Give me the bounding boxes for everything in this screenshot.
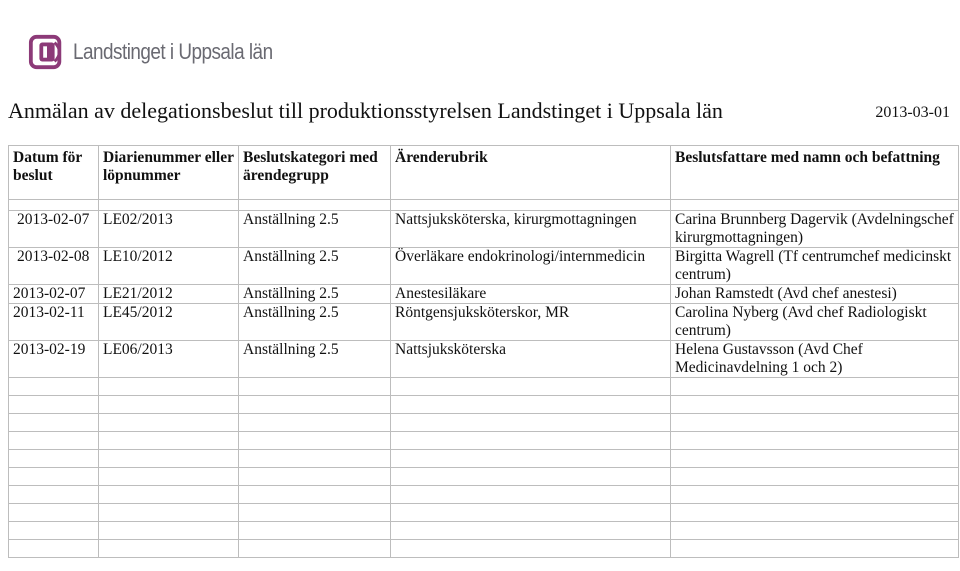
cell-date: 2013-02-08: [9, 248, 99, 285]
table-row: [9, 211, 959, 248]
cell-decision-maker: Johan Ramstedt (Avd chef anestesi): [671, 285, 959, 304]
cell-decision-maker: Carolina Nyberg (Avd chef Radiologiskt centrum): [671, 304, 959, 341]
cell-subject: Anestesiläkare: [391, 285, 671, 304]
cell-subject: Röntgensjuksköterskor, MR: [391, 304, 671, 341]
table-row: [9, 285, 959, 304]
document-date: 2013-03-01: [875, 104, 950, 121]
cell-date: 2013-02-11: [9, 304, 99, 341]
cell-category: Anställning 2.5: [239, 341, 391, 378]
cell-category: Anställning 2.5: [239, 211, 391, 248]
cell-decision-maker: Birgitta Wagrell (Tf centrumchef medicinskt centrum): [671, 248, 959, 285]
cell-decision-maker: Carina Brunnberg Dagervik (Avdelningschef kirurgmottagningen): [671, 211, 959, 248]
table-row: [9, 304, 959, 341]
page-title: Anmälan av delegationsbeslut till produktionsstyrelsen Landstinget i Uppsala län: [8, 98, 723, 123]
cell-date: 2013-02-19: [9, 341, 99, 378]
cell-diary-number: LE45/2012: [99, 304, 239, 341]
landstinget-logo-icon: [28, 33, 66, 71]
cell-date: 2013-02-07: [9, 285, 99, 304]
cell-subject: Nattsjuksköterska: [391, 341, 671, 378]
delegation-decisions-table: [8, 145, 959, 558]
logo-text: Landstinget i Uppsala län: [73, 39, 273, 64]
cell-category: Anställning 2.5: [239, 304, 391, 341]
cell-category: Anställning 2.5: [239, 248, 391, 285]
empty-row: [9, 396, 959, 414]
cell-category: Anställning 2.5: [239, 285, 391, 304]
cell-date: 2013-02-07: [9, 211, 99, 248]
empty-row: [9, 468, 959, 486]
column-header-date: Datum för beslut: [9, 146, 99, 200]
table-header-row: [9, 146, 959, 200]
empty-row: [9, 504, 959, 522]
organization-logo: [28, 32, 305, 72]
cell-diary-number: LE21/2012: [99, 285, 239, 304]
table-spacer-row: [9, 200, 959, 211]
table-row: [9, 248, 959, 285]
empty-row: [9, 486, 959, 504]
empty-row: [9, 414, 959, 432]
empty-row: [9, 432, 959, 450]
column-header-decision-maker: Beslutsfattare med namn och befattning: [671, 146, 959, 200]
column-header-diary-number: Diarienummer eller löpnummer: [99, 146, 239, 200]
column-header-category: Beslutskategori med ärendegrupp: [239, 146, 391, 200]
cell-diary-number: LE02/2013: [99, 211, 239, 248]
cell-subject: Nattsjuksköterska, kirurgmottagningen: [391, 211, 671, 248]
table-row: [9, 341, 959, 378]
empty-row: [9, 540, 959, 558]
empty-row: [9, 378, 959, 396]
cell-decision-maker: Helena Gustavsson (Avd Chef Medicinavdelning 1 och 2): [671, 341, 959, 378]
empty-row: [9, 450, 959, 468]
cell-diary-number: LE10/2012: [99, 248, 239, 285]
cell-diary-number: LE06/2013: [99, 341, 239, 378]
column-header-subject: Ärenderubrik: [391, 146, 671, 200]
cell-subject: Överläkare endokrinologi/internmedicin: [391, 248, 671, 285]
empty-row: [9, 522, 959, 540]
